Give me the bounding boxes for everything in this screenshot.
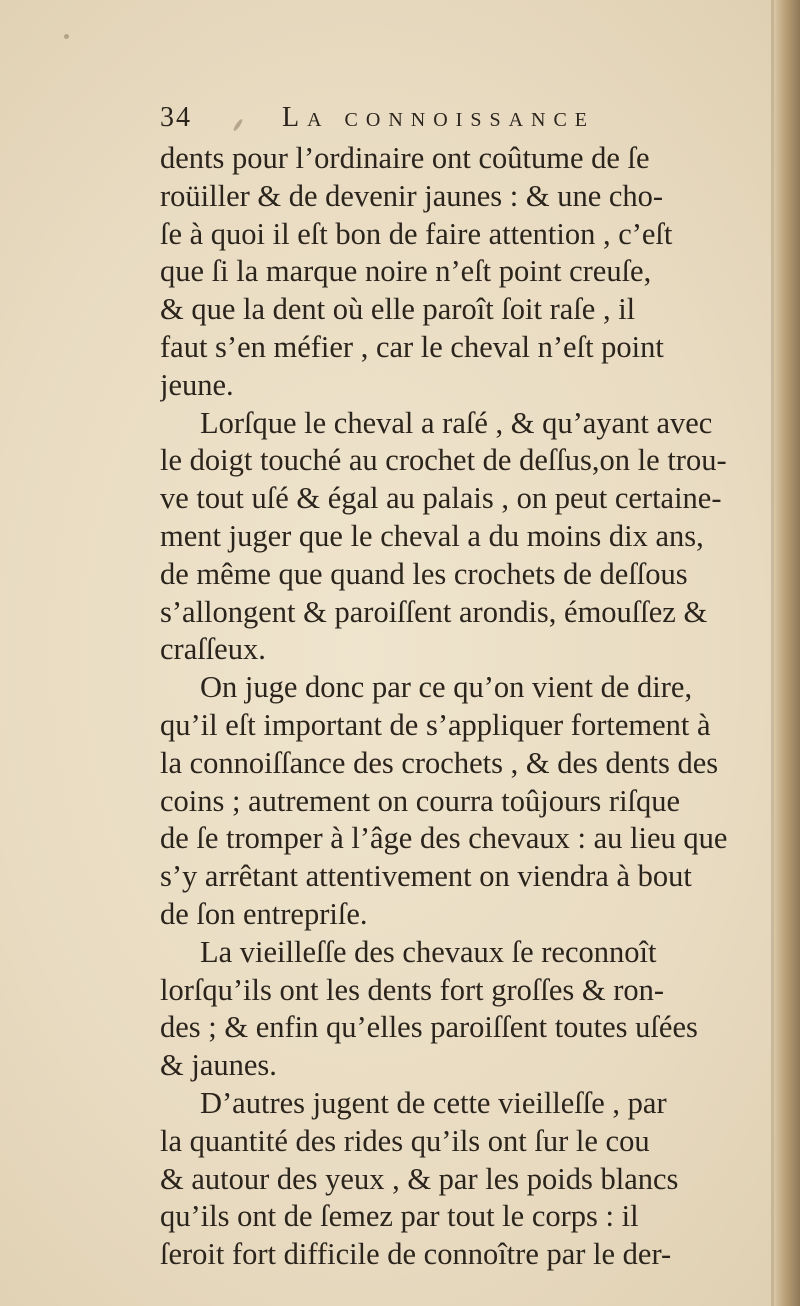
text-line: jeune.: [160, 367, 234, 402]
text-line: dents pour l’ordinaire ont coûtume de ſe: [160, 141, 650, 175]
text-line: des ; & enfin qu’elles paroiſſent toutes uſées: [160, 1010, 698, 1045]
text-line: s’allongent & paroiſſent arondis, émouſſez &: [160, 594, 708, 629]
text-line: roüiller & de devenir jaunes : & une cho-: [160, 178, 664, 213]
text-line: la connoiſſance des crochets , & des dents des: [160, 745, 719, 780]
text-line: de ſe tromper à l’âge des chevaux : au lieu que: [160, 821, 728, 856]
running-title: La connoissance: [282, 102, 596, 133]
text-line: & autour des yeux , & par les poids blancs: [160, 1161, 679, 1196]
text-line: ſeroit fort difficile de connoître par le der-: [160, 1237, 672, 1272]
text-line: lorſqu’ils ont les dents fort groſſes & ron-: [160, 972, 665, 1007]
text-line: le doigt touché au crochet de deſſus,on le trou-: [160, 443, 727, 478]
page-number: 34: [160, 102, 192, 133]
ink-speck: [64, 34, 69, 39]
text-line: D’autres jugent de cette vieilleſſe , par: [200, 1085, 667, 1120]
text-line: qu’ils ont de ſemez par tout le corps : il: [160, 1199, 639, 1234]
text-line: On juge donc par ce qu’on vient de dire,: [200, 670, 693, 705]
text-line: & jaunes.: [160, 1048, 277, 1083]
text-line: s’y arrêtant attentivement on viendra à bout: [160, 859, 692, 894]
text-line: qu’il eſt important de s’appliquer fortement à: [160, 707, 711, 742]
text-line: ve tout uſé & égal au palais , on peut certaine-: [160, 481, 722, 516]
body-text: [160, 140, 780, 1274]
text-line: craſſeux.: [160, 632, 266, 667]
text-line: de ſon entrepriſe.: [160, 896, 368, 931]
text-line: de même que quand les crochets de deſſous: [160, 556, 688, 591]
text-line: la quantité des rides qu’ils ont ſur le cou: [160, 1123, 650, 1158]
text-line: coins ; autrement on courra toûjours riſque: [160, 783, 681, 818]
text-line: faut s’en méfier , car le cheval n’eſt point: [160, 329, 664, 364]
text-line: & que la dent où elle paroît ſoit raſe , il: [160, 292, 636, 327]
text-line: ſe à quoi il eſt bon de faire attention , c’eſt: [160, 216, 673, 251]
text-line: La vieilleſſe des chevaux ſe reconnoît: [200, 934, 657, 969]
text-line: ment juger que le cheval a du moins dix ans,: [160, 518, 704, 553]
text-line: que ſi la marque noire n’eſt point creuſe,: [160, 254, 652, 289]
page-header: [160, 102, 760, 138]
text-line: Lorſque le cheval a raſé , & qu’ayant avec: [200, 405, 713, 440]
